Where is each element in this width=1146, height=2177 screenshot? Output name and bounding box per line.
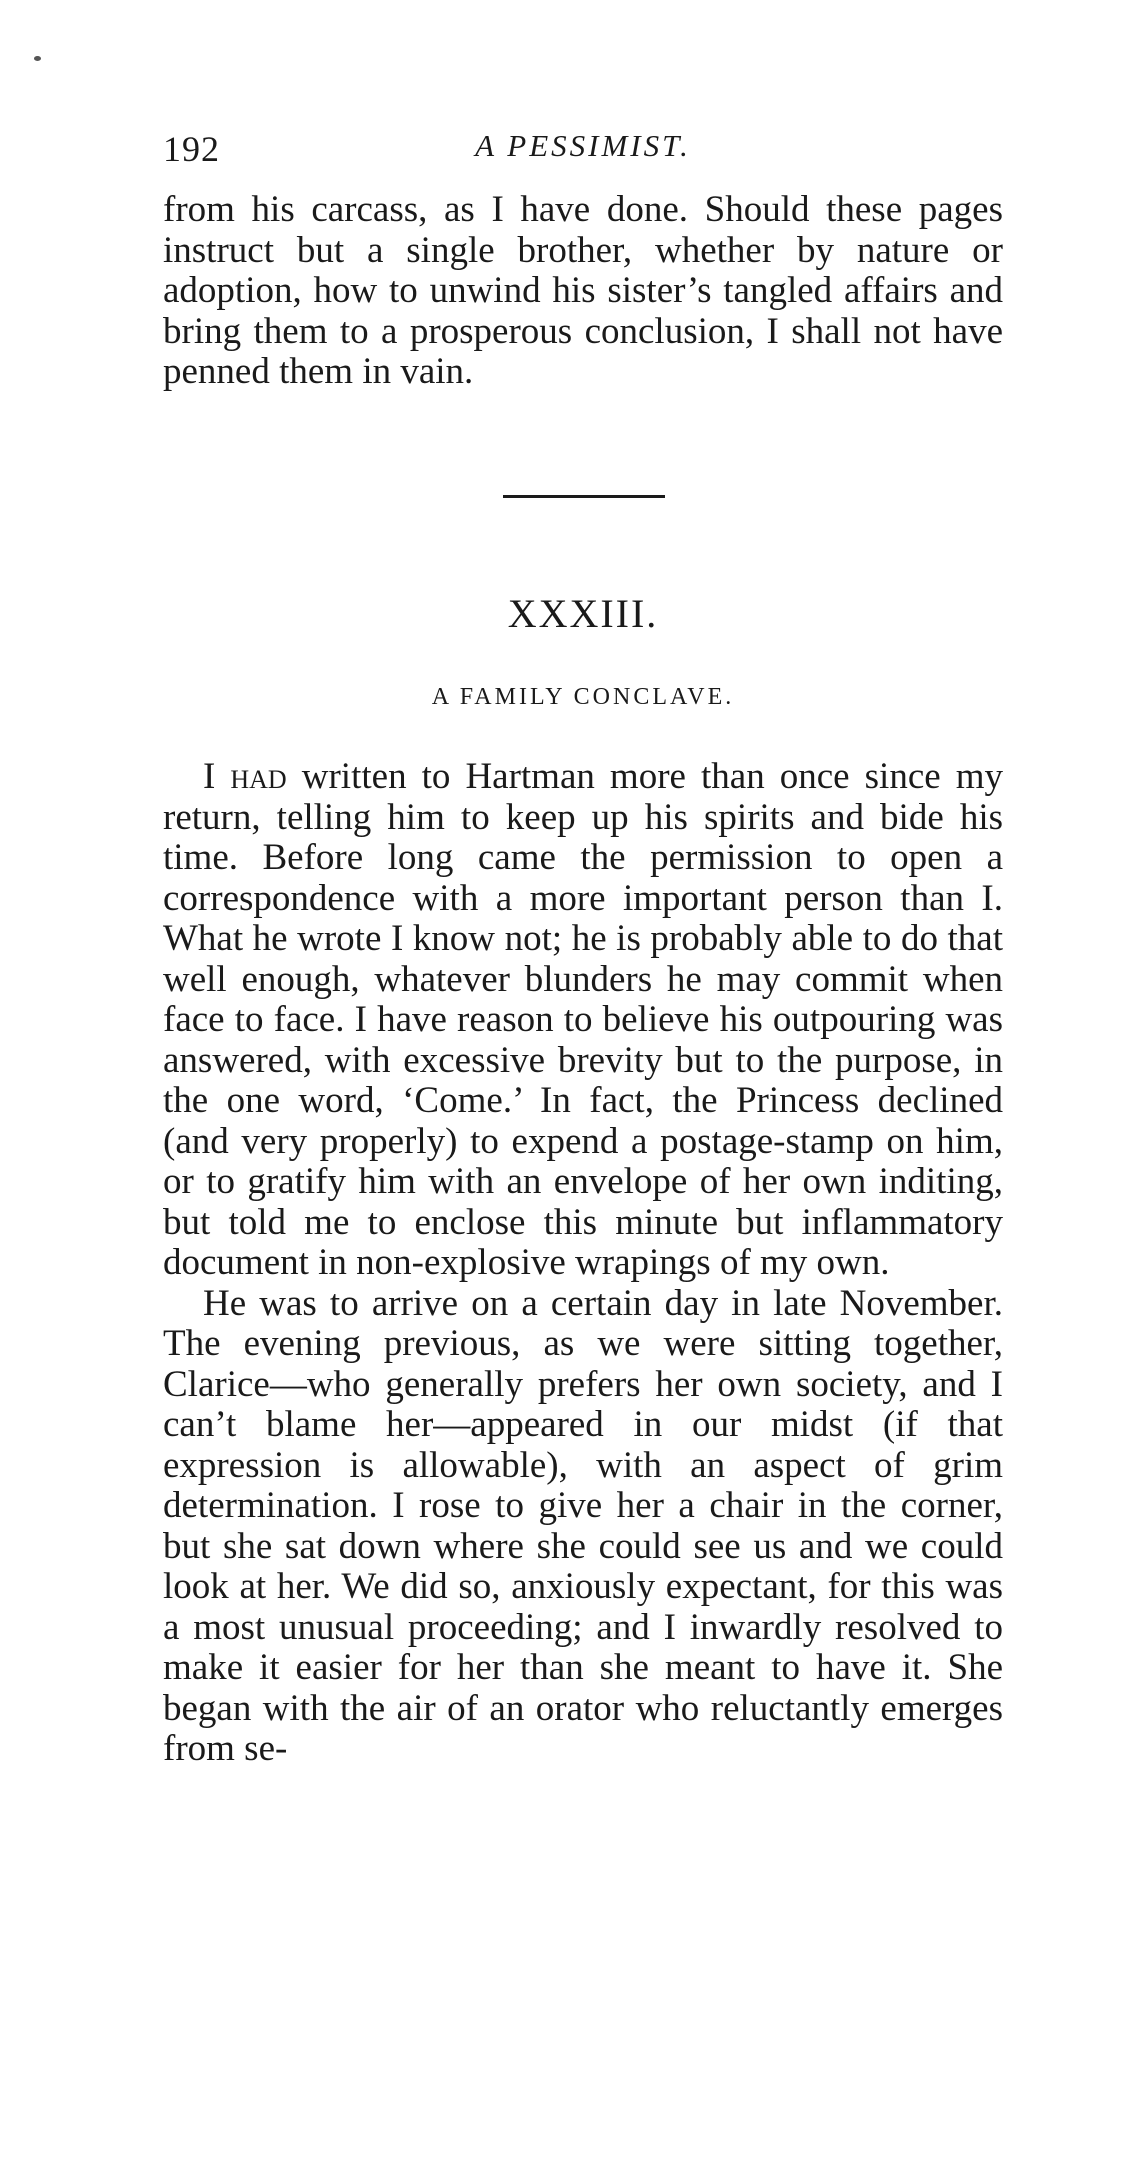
paragraph-1 (163, 757, 1003, 1284)
paragraph-1-initial: I (203, 756, 216, 797)
paragraph-1-text: written to Hartman more than once since my return, telling him to keep up his spirits and bide his time. Before long came the permission to open a correspondence with a more important person than I. What he wrote I know not; he is probably able to do that well enough, whatever blunders he may commit when face to face. I have reason to believe his outpouring was answered, with excessive brevity but to the purpose, in the one word, ‘Come.’ In fact, the Princess declined (and very properly) to expend a postage-stamp on him, or to gratify him with an envelope of her own inditing, but told me to enclose this minute but inflammatory document in non-explosive wrapings of my own. (163, 756, 1003, 1283)
chapter-body (163, 757, 1003, 1770)
running-header (163, 128, 1003, 172)
running-title: A PESSIMIST. (475, 128, 691, 163)
section-divider (503, 495, 665, 498)
paragraph-1-smallcaps: had (230, 756, 287, 797)
continuation-text: from his carcass, as I have done. Should these pages instruct but a single brother, whether by nature or adoption, how to unwind his sister’s tangled affairs and bring them to a prosperous conclusion, I shall not have penned them in vain. (163, 189, 1003, 392)
paragraph-2: He was to arrive on a certain day in late November. The evening previous, as we were sitting together, Clarice—who generally prefers her own society, and I can’t blame her—appeared in our midst (if that expression is allowable), with an aspect of grim determination. I rose to give her a chair in the corner, but she sat down where she could see us and we could look at her. We did so, anxiously expectant, for this was a most unusual proceeding; and I inwardly resolved to make it easier for her than she meant to have it. She began with the air of an orator who reluctantly emerges from se- (163, 1282, 1003, 1769)
continuation-paragraph (163, 190, 1003, 393)
page-blemish (34, 56, 41, 61)
chapter-number: XXXIII. (507, 591, 659, 636)
page-number: 192 (163, 129, 220, 169)
chapter-title: A FAMILY CONCLAVE. (431, 684, 735, 710)
